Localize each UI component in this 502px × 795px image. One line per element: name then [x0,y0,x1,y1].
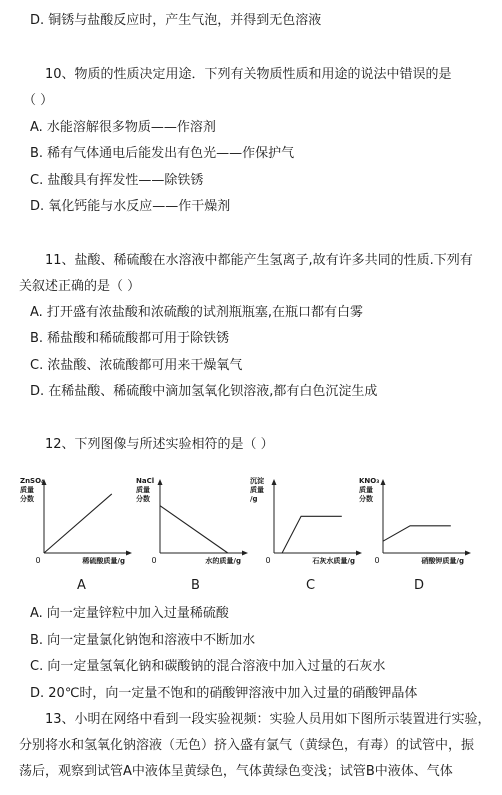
y-axis-label: 分数 [359,495,373,503]
q11-option-a: A. 打开盛有浓盐酸和浓硫酸的试剂瓶瓶塞,在瓶口都有白雾 [30,305,364,320]
graph-d-svg [355,470,471,575]
graph-d [355,470,471,575]
q10-option-b: B. 稀有气体通电后能发出有色光——作保护气 [30,146,295,161]
graph-c-label: C [306,578,316,593]
y-axis-label: 质量 [136,486,150,494]
graph-a [16,470,132,575]
y-axis-label: 质量 [20,486,34,494]
q11-stem-line2: 关叙述正确的是（ ） [19,279,141,294]
q10-option-c: C. 盐酸具有挥发性——除铁锈 [30,173,204,188]
graph-b-label: B [191,578,200,593]
y-axis-label: ZnSO₄ [20,477,45,485]
q12-stem: 12、下列图像与所述实验相符的是（ ） [45,437,274,452]
graph-a-label: A [77,578,86,593]
origin-label: 0 [35,556,41,565]
graph-b-svg [132,470,248,575]
graph-b [132,470,248,575]
series-line [383,526,451,541]
series-line [274,516,342,553]
q11-option-c: C. 浓盐酸、浓硫酸都可用来干燥氧气 [30,358,243,373]
y-axis-arrow [272,479,277,485]
y-axis-arrow [158,479,163,485]
q10-option-a: A. 水能溶解很多物质——作溶剂 [30,120,216,135]
origin-label: 0 [265,556,271,565]
q12-option-b: B. 向一定量氯化钠饱和溶液中不断加水 [30,633,256,648]
graph-c [246,470,362,575]
y-axis-label: KNO₃ [359,477,380,485]
x-axis-label: 稀硫酸质量/g [82,557,125,565]
origin-label: 0 [374,556,380,565]
y-axis-label: NaCl [136,477,155,485]
q10-stem-line2: （ ） [23,93,54,108]
series-line [160,506,228,553]
x-axis-label: 硝酸钾质量/g [421,557,464,565]
y-axis-label: 沉淀 [250,477,264,485]
q13-stem-line1: 13、小明在网络中看到一段实验视频：实验人员用如下图所示装置进行实验， [45,712,491,727]
x-axis-arrow [465,551,471,556]
q10-option-d: D. 氧化钙能与水反应——作干燥剂 [30,199,231,214]
q12-option-c: C. 向一定量氢氧化钠和碳酸钠的混合溶液中加入过量的石灰水 [30,659,386,674]
q11-stem-line1: 11、盐酸、稀硫酸在水溶液中都能产生氢离子,故有许多共同的性质.下列有 [45,253,473,268]
y-axis-label: 分数 [20,495,34,503]
y-axis-arrow [381,479,386,485]
x-axis-label: 石灰水质量/g [312,557,355,565]
origin-label: 0 [151,556,157,565]
series-line [44,494,112,553]
q11-option-b: B. 稀盐酸和稀硫酸都可用于除铁锈 [30,331,230,346]
q13-stem-line2: 分别将水和氢氧化钠溶液（无色）挤入盛有氯气（黄绿色，有毒）的试管中，振 [19,738,475,753]
q9-option-d: D. 铜锈与盐酸反应时，产生气泡，并得到无色溶液 [30,13,322,28]
graph-a-svg [16,470,132,575]
y-axis-label: 质量 [250,486,264,494]
y-axis-label: /g [250,495,258,503]
x-axis-label: 水的质量/g [205,557,241,565]
y-axis-label: 质量 [359,486,373,494]
q10-stem-line1: 10、物质的性质决定用途．下列有关物质性质和用途的说法中错误的是 [45,67,452,82]
q13-stem-line3: 荡后，观察到试管A中液体呈黄绿色，气体黄绿色变浅；试管B中液体、气体 [19,764,453,779]
y-axis-label: 分数 [136,495,150,503]
q12-option-d: D. 20℃时，向一定量不饱和的硝酸钾溶液中加入过量的硝酸钾晶体 [30,686,418,701]
graph-d-label: D [414,578,425,593]
graph-c-svg [246,470,362,575]
q11-option-d: D. 在稀盐酸、稀硫酸中滴加氢氧化钡溶液,都有白色沉淀生成 [30,384,378,399]
q12-option-a: A. 向一定量锌粒中加入过量稀硫酸 [30,606,229,621]
